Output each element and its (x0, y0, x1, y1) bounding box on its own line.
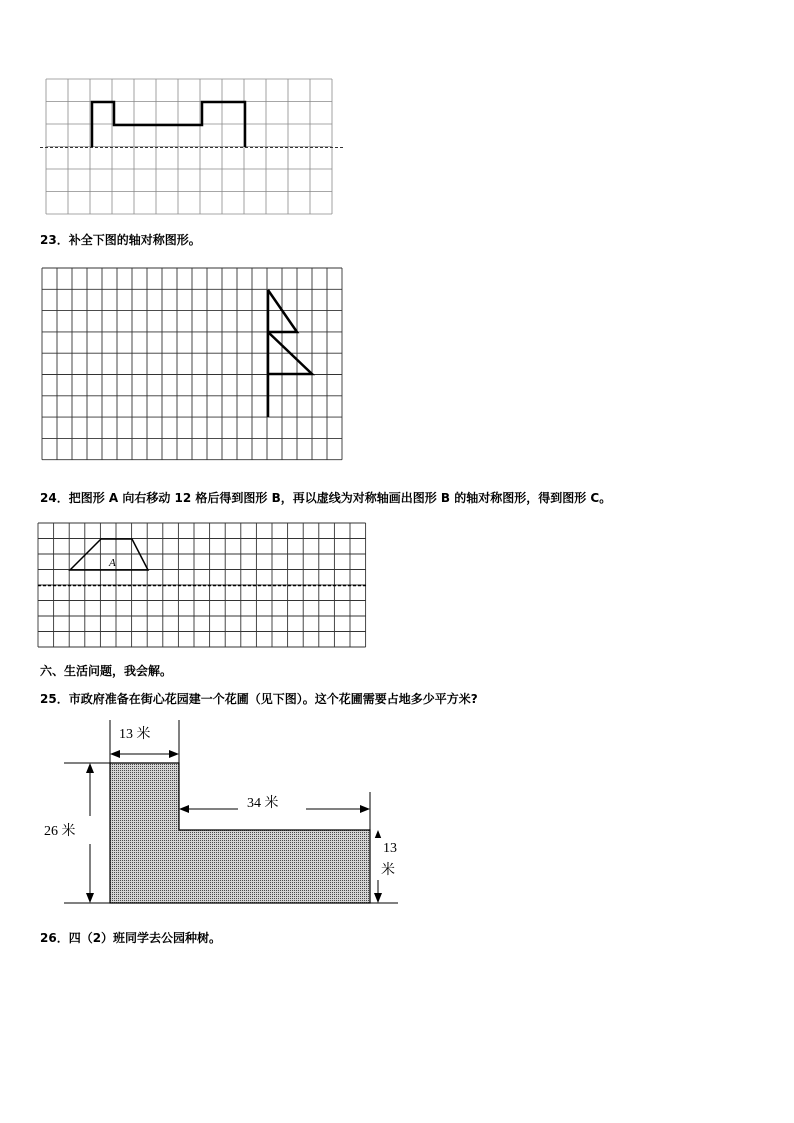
dim-label-inner: 34 米 (247, 796, 279, 811)
grid-figure-2 (42, 268, 344, 462)
question-24: 24．把图形 A 向右移动 12 格后得到图形 B，再以虚线为对称轴画出图形 B 的轴对称图形，得到图形 C。 (40, 491, 612, 505)
question-25: 25．市政府准备在街心花园建一个花圃（见下图）。这个花圃需要占地多少平方米? (40, 692, 478, 706)
question-26: 26．四（2）班同学去公园种树。 (40, 931, 222, 945)
dim-label-left: 26 米 (44, 824, 76, 839)
dim-label-top: 13 米 (119, 727, 151, 742)
section-6-heading: 六、生活问题，我会解。 (40, 664, 173, 678)
garden-l-shape (110, 763, 370, 903)
grid-figure-1 (46, 79, 336, 217)
garden-diagram (40, 720, 410, 910)
dim-label-right-number: 13 (383, 841, 397, 856)
question-23: 23．补全下图的轴对称图形。 (40, 233, 201, 247)
dim-label-right-unit: 米 (381, 863, 395, 878)
shape-label-a: A (109, 557, 116, 569)
grid-figure-3 (38, 523, 366, 647)
